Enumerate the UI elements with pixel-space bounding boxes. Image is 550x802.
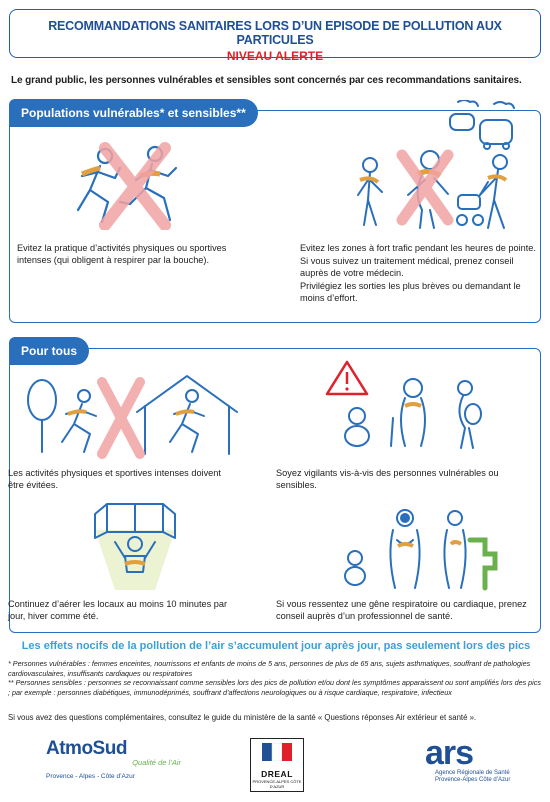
caption-outings: Privilégiez les sorties les plus brèves ou demandant le moins d’effort. (300, 281, 521, 303)
sport-indoor-outdoor-illustration (22, 372, 242, 462)
cumulative-effects-note: Les effets nocifs de la pollution de l’air s’accumulent jour après jour, pas seulement lors des pics (21, 640, 531, 652)
intro-text: Le grand public, les personnes vulnérables et sensibles sont concernés par ces recommandations sanitaires. (11, 75, 522, 86)
caption-treatment: Si vous suivez un traitement médical, prenez conseil auprès de votre médecin. (300, 256, 514, 278)
atmosud-name: AtmoSud (46, 738, 127, 759)
atmosud-region: Provence - Alpes - Côte d’Azur (46, 773, 135, 780)
vulnerable-right-caption (300, 242, 540, 305)
traffic-people-illustration (330, 100, 530, 235)
vulnerable-left-caption: Evitez la pratique d’activités physiques ou sportives intenses (qui obligent à respirer par la bouche). (17, 243, 227, 265)
ars-subtitle: Agence Régionale de Santé Provence-Alpes Côte d’Azur (435, 770, 511, 783)
atmosud-logo (46, 738, 181, 780)
dreal-name: DREAL (261, 769, 293, 779)
window-airing-illustration (85, 500, 185, 592)
dreal-logo-box (250, 738, 304, 792)
vulnerable-people-illustration (325, 358, 495, 453)
all-caption-vigilance: Soyez vigilants vis-à-vis des personnes vulnérables ou sensibles. (276, 468, 499, 490)
header-box (9, 9, 541, 63)
atmosud-tagline: Qualité de l’Air (132, 758, 181, 767)
definition-sensitive: ** Personnes sensibles : personnes se reconnaissant comme sensibles lors des pics de pollution et/ou dont les symptômes apparaissent ou sont amplifiés lors des pics ; par exemple : personnes diabétiques, immunodéprimés, souffrant d’affections neurologiques ou à risque cardiaque, respiratoire, infectieux (8, 678, 541, 697)
definition-vulnerable: * Personnes vulnérables : femmes enceintes, nourrissons et enfants de moins de 5 ans, personnes de plus de 65 ans, sujets asthmatiques, souffrant de pathologies cardiovasculaires, insuffisants cardiaques ou respiratoires (8, 659, 531, 678)
runners-illustration (60, 140, 200, 230)
all-caption-professional: Si vous ressentez une gêne respiratoire ou cardiaque, prenez conseil auprès d’un professionnel de santé. (276, 599, 527, 621)
page-title: RECOMMANDATIONS SANITAIRES LORS D’UN EPISODE DE POLLUTION AUX PARTICULES (48, 19, 502, 47)
dreal-region: PROVENCE-ALPES CÔTE D’AZUR (252, 779, 302, 789)
definitions (8, 659, 544, 697)
ars-name: ars (425, 734, 474, 772)
health-professionals-illustration (325, 500, 505, 592)
section-all-tab: Pour tous (9, 337, 89, 365)
all-caption-sport: Les activités physiques et sportives intenses doivent être évitées. (8, 468, 221, 490)
french-flag-icon (262, 743, 292, 761)
questions-guide-note: Si vous avez des questions complémentaires, consultez le guide du ministère de la santé « Questions réponses Air extérieur et santé ». (8, 713, 477, 722)
caption-traffic: Evitez les zones à fort trafic pendant les heures de pointe. (300, 243, 536, 253)
dreal-logo (250, 738, 304, 792)
alert-level: NIVEAU ALERTE (226, 49, 324, 63)
ars-logo (425, 736, 535, 784)
all-caption-airing: Continuez d’aérer les locaux au moins 10 minutes par jour, hiver comme été. (8, 599, 228, 621)
section-vulnerable-tab: Populations vulnérables* et sensibles** (9, 99, 258, 127)
